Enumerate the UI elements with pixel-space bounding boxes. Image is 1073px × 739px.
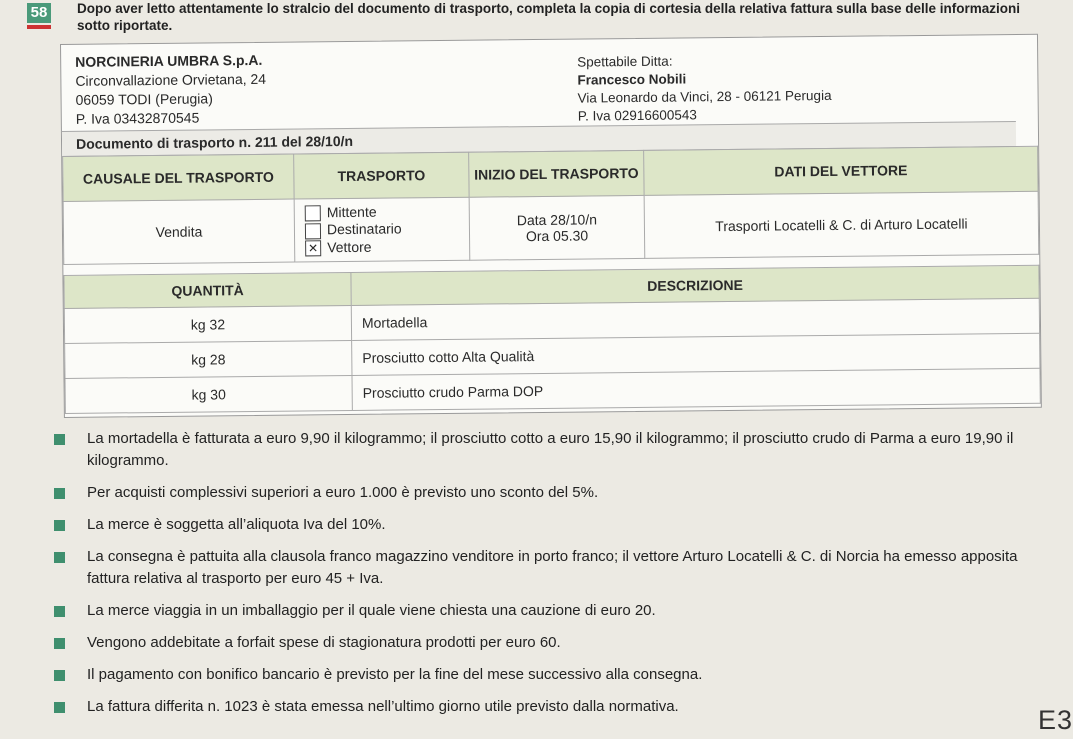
header-description: DESCRIZIONE bbox=[351, 265, 1039, 305]
transport-options bbox=[294, 197, 470, 262]
list-item bbox=[52, 482, 1062, 504]
document-title: Documento di trasporto n. 211 del 28/10/n bbox=[62, 121, 1016, 157]
note-text: Il pagamento con bonifico bancario è previsto per la fine del mese successivo alla consegna. bbox=[87, 666, 703, 683]
sender-address: Circonvallazione Orvietana, 24 bbox=[75, 70, 267, 89]
recipient-address: Via Leonardo da Vinci, 28 - 06121 Perugia bbox=[577, 87, 832, 106]
list-item bbox=[52, 600, 1062, 622]
goods-table bbox=[63, 265, 1040, 414]
square-bullet-icon bbox=[54, 552, 65, 563]
recipient-vat: P. Iva 02916600543 bbox=[577, 107, 697, 124]
checkbox-destinatario[interactable] bbox=[305, 223, 321, 239]
checkbox-mittente[interactable] bbox=[305, 206, 321, 222]
header-trasporto: TRASPORTO bbox=[294, 152, 469, 199]
notes-list bbox=[52, 428, 1062, 728]
quantity-cell: kg 30 bbox=[65, 375, 352, 413]
sender-name: NORCINERIA UMBRA S.p.A. bbox=[75, 51, 263, 70]
sender-city: 06059 TODI (Perugia) bbox=[75, 90, 213, 108]
corner-label: E3 bbox=[1037, 705, 1073, 735]
recipient-name: Francesco Nobili bbox=[577, 71, 687, 88]
note-text: Vengono addebitate a forfait spese di stagionatura prodotti per euro 60. bbox=[87, 634, 561, 651]
header-inizio: INIZIO DEL TRASPORTO bbox=[469, 150, 644, 197]
header-quantity: QUANTITÀ bbox=[64, 272, 351, 308]
note-text: La merce è soggetta all’aliquota Iva del 10%. bbox=[87, 516, 386, 533]
transport-start bbox=[469, 195, 645, 260]
square-bullet-icon bbox=[54, 638, 65, 649]
list-item bbox=[52, 546, 1062, 590]
option-mittente bbox=[305, 203, 469, 222]
sender-block bbox=[75, 51, 266, 129]
option-label: Destinatario bbox=[326, 220, 402, 238]
transport-table bbox=[62, 146, 1039, 265]
transport-document bbox=[60, 34, 1042, 418]
option-vettore bbox=[305, 237, 469, 256]
checkbox-vettore[interactable]: ✕ bbox=[305, 240, 321, 256]
square-bullet-icon bbox=[54, 434, 65, 445]
exercise-number: 58 bbox=[27, 3, 51, 23]
note-text: La fattura differita n. 1023 è stata emessa nell’ultimo giorno utile previsto dalla normativa. bbox=[87, 698, 679, 715]
option-label: Mittente bbox=[326, 203, 377, 221]
header-causale: CAUSALE DEL TRASPORTO bbox=[63, 154, 294, 201]
carrier-value: Trasporti Locatelli & C. di Arturo Locatelli bbox=[644, 191, 1039, 258]
exercise-number-underline bbox=[27, 25, 51, 29]
header-vettore: DATI DEL VETTORE bbox=[644, 146, 1038, 195]
causale-value: Vendita bbox=[63, 199, 295, 264]
square-bullet-icon bbox=[54, 670, 65, 681]
transport-date: Data 28/10/n bbox=[516, 211, 598, 229]
list-item bbox=[52, 664, 1062, 686]
description-cell: Prosciutto cotto Alta Qualità bbox=[352, 333, 1040, 375]
option-destinatario bbox=[305, 220, 469, 239]
list-item bbox=[52, 632, 1062, 654]
list-item bbox=[52, 514, 1062, 536]
list-item bbox=[52, 428, 1062, 472]
recipient-label: Spettabile Ditta: bbox=[577, 53, 673, 70]
square-bullet-icon bbox=[54, 606, 65, 617]
list-item bbox=[52, 696, 1062, 718]
description-cell: Mortadella bbox=[351, 298, 1039, 340]
recipient-block bbox=[577, 51, 832, 126]
square-bullet-icon bbox=[54, 488, 65, 499]
note-text: La consegna è pattuita alla clausola franco magazzino venditore in porto franco; il vettore Arturo Locatelli & C. di Norcia ha emesso apposita fattura relativa al trasporto per euro 45 + Iva. bbox=[87, 548, 1018, 587]
note-text: La merce viaggia in un imballaggio per il quale viene chiesta una cauzione di euro 20. bbox=[87, 602, 656, 619]
quantity-cell: kg 32 bbox=[64, 305, 351, 343]
note-text: La mortadella è fatturata a euro 9,90 il kilogrammo; il prosciutto cotto a euro 15,90 il kilogrammo; il prosciutto crudo di Parma a euro 19,90 il kilogrammo. bbox=[87, 430, 1014, 469]
transport-time: Ora 05.30 bbox=[525, 227, 589, 245]
sender-vat: P. Iva 03432870545 bbox=[75, 109, 200, 127]
quantity-cell: kg 28 bbox=[65, 340, 352, 378]
description-cell: Prosciutto crudo Parma DOP bbox=[352, 368, 1040, 410]
option-label: Vettore bbox=[327, 238, 372, 255]
exercise-instruction: Dopo aver letto attentamente lo stralcio del documento di trasporto, completa la copia di cortesia della relativa fattura sulla base delle informazioni sotto riportate. bbox=[77, 1, 1020, 33]
square-bullet-icon bbox=[54, 702, 65, 713]
note-text: Per acquisti complessivi superiori a euro 1.000 è previsto uno sconto del 5%. bbox=[87, 484, 599, 501]
square-bullet-icon bbox=[54, 520, 65, 531]
